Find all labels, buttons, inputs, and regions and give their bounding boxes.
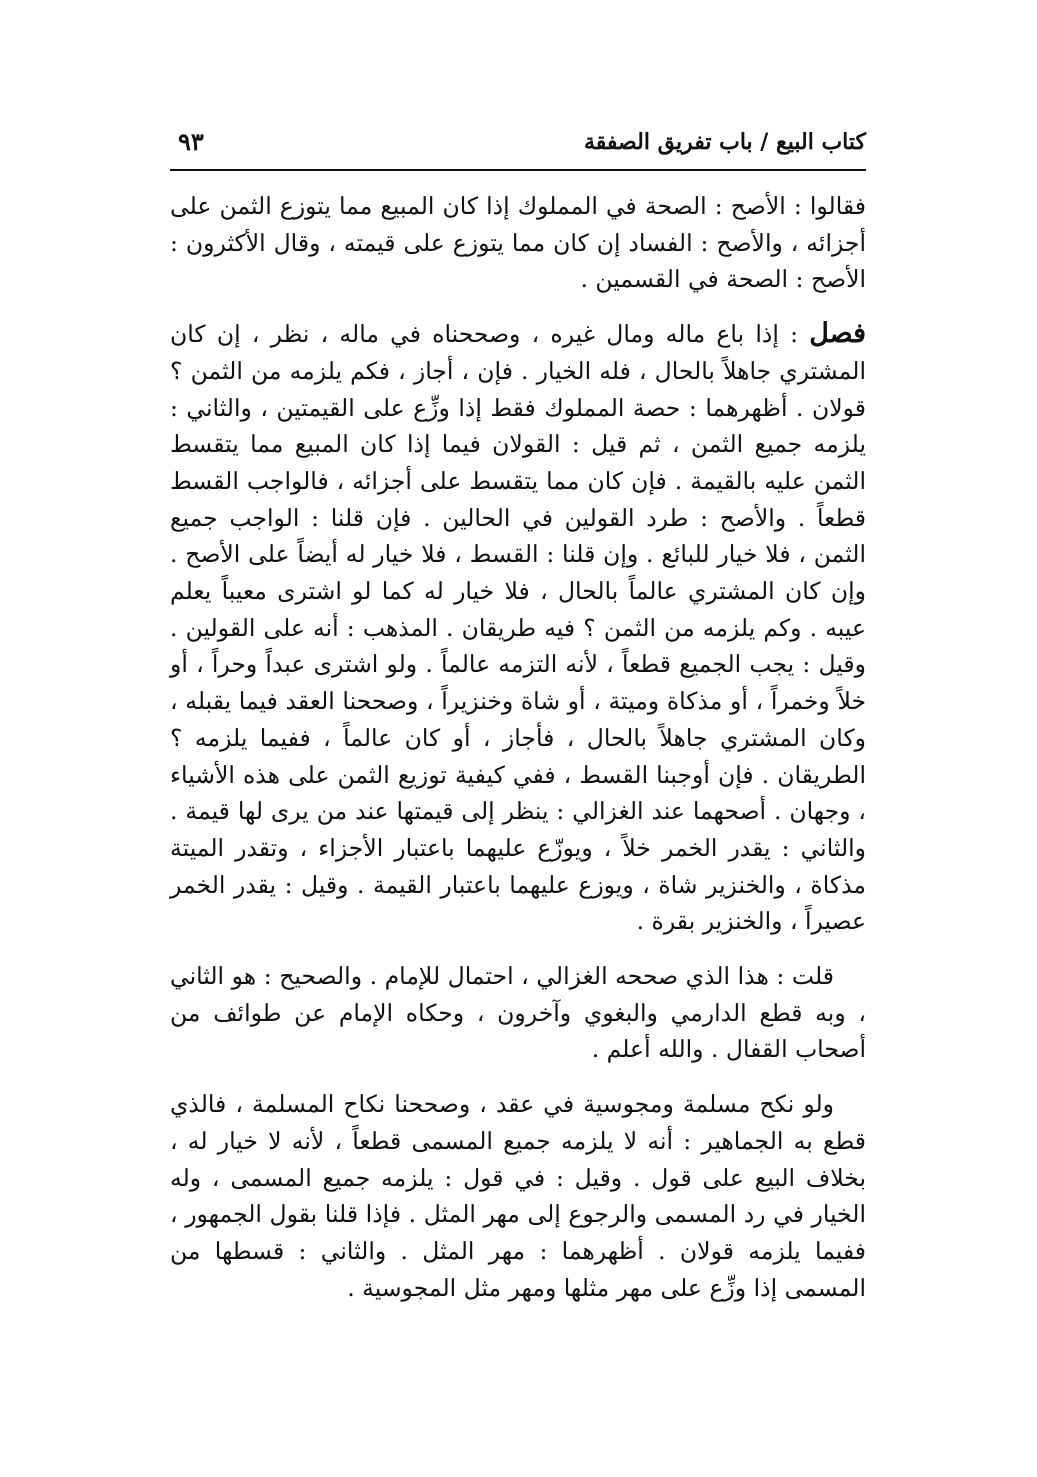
paragraph-4 bbox=[170, 1086, 866, 1306]
page-number: ٩٣ bbox=[178, 127, 204, 156]
section-label-qult: قلت bbox=[791, 962, 834, 991]
paragraph-3-qult bbox=[170, 958, 866, 1068]
paragraph-text: فقالوا : الأصح : الصحة في المملوك إذا كان المبيع مما يتوزع الثمن على أجزائه ، والأصح : الفساد إن كان مما يتوزع على قيمته ، وقال الأكثرون : الأصح : الصحة في القسمين . bbox=[170, 192, 866, 294]
section-label-fasl: فصل bbox=[809, 318, 866, 350]
paragraph-text: ولو نكح مسلمة ومجوسية في عقد ، وصححنا نكاح المسلمة ، فالذي قطع به الجماهير : أنه لا يلزمه جميع المسمى قطعاً ، لأنه لا خيار له ، بخلاف البيع على قول . وقيل : في قول : يلزمه جميع المسمى ، وله الخيار في رد المسمى والرجوع إلى مهر المثل . فإذا قلنا بقول الجمهور ، ففيما يلزمه قولان . أظهرهما : مهر المثل . والثاني : قسطها من المسمى إذا وزِّع على مهر مثلها ومهر مثل المجوسية . bbox=[170, 1090, 866, 1302]
paragraph-2-fasl bbox=[170, 316, 866, 940]
paragraph-1 bbox=[170, 188, 866, 298]
paragraph-text: : إذا باع ماله ومال غيره ، وصححناه في ماله ، نظر ، إن كان المشتري جاهلاً بالحال ، فله الخيار . فإن ، أجاز ، فكم يلزمه من الثمن ؟ قولان . أظهرهما : حصة المملوك فقط إذا وزِّع على القيمتين ، والثاني : يلزمه جميع الثمن ، ثم قيل : القولان فيما إذا كان المبيع مما يتقسط الثمن عليه بالقيمة . فإن كان مما يتقسط على أجزائه ، فالواجب القسط قطعاً . والأصح : طرد القولين في الحالين . فإن قلنا : الواجب جميع الثمن ، فلا خيار للبائع . وإن قلنا : القسط ، فلا خيار له أيضاً على الأصح . وإن كان المشتري عالماً بالحال ، فلا خيار له كما لو اشترى معيباً يعلم عيبه . وكم يلزمه من الثمن ؟ فيه طريقان . المذهب : أنه على القولين . وقيل : يجب الجميع قطعاً ، لأنه التزمه عالماً . ولو اشترى عبداً وحراً ، أو خلاً وخمراً ، أو مذكاة وميتة ، أو شاة وخنزيراً ، وصححنا العقد فيما يقبله ، وكان المشتري جاهلاً بالحال ، فأجاز ، أو كان عالماً ، ففيما يلزمه ؟ الطريقان . فإن أوجبنا القسط ، ففي كيفية توزيع الثمن على هذه الأشياء ، وجهان . أصحهما عند الغزالي : ينظر إلى قيمتها عند من يرى لها قيمة . والثاني : يقدر الخمر خلاً ، ويوزّع عليهما باعتبار الأجزاء ، وتقدر الميتة مذكاة ، والخنزير شاة ، ويوزع عليهما باعتبار القيمة . وقيل : يقدر الخمر عصيراً ، والخنزير بقرة . bbox=[170, 320, 866, 936]
paragraph-text: : هذا الذي صححه الغزالي ، احتمال للإمام . والصحيح : هو الثاني ، وبه قطع الدارمي والبغوي وآخرون ، وحكاه الإمام عن طوائف من أصحاب القفال . والله أعلم . bbox=[170, 962, 866, 1064]
body-text bbox=[170, 188, 866, 1306]
running-header bbox=[170, 125, 866, 171]
chapter-title: كتاب البيع / باب تفريق الصفقة bbox=[583, 129, 866, 155]
